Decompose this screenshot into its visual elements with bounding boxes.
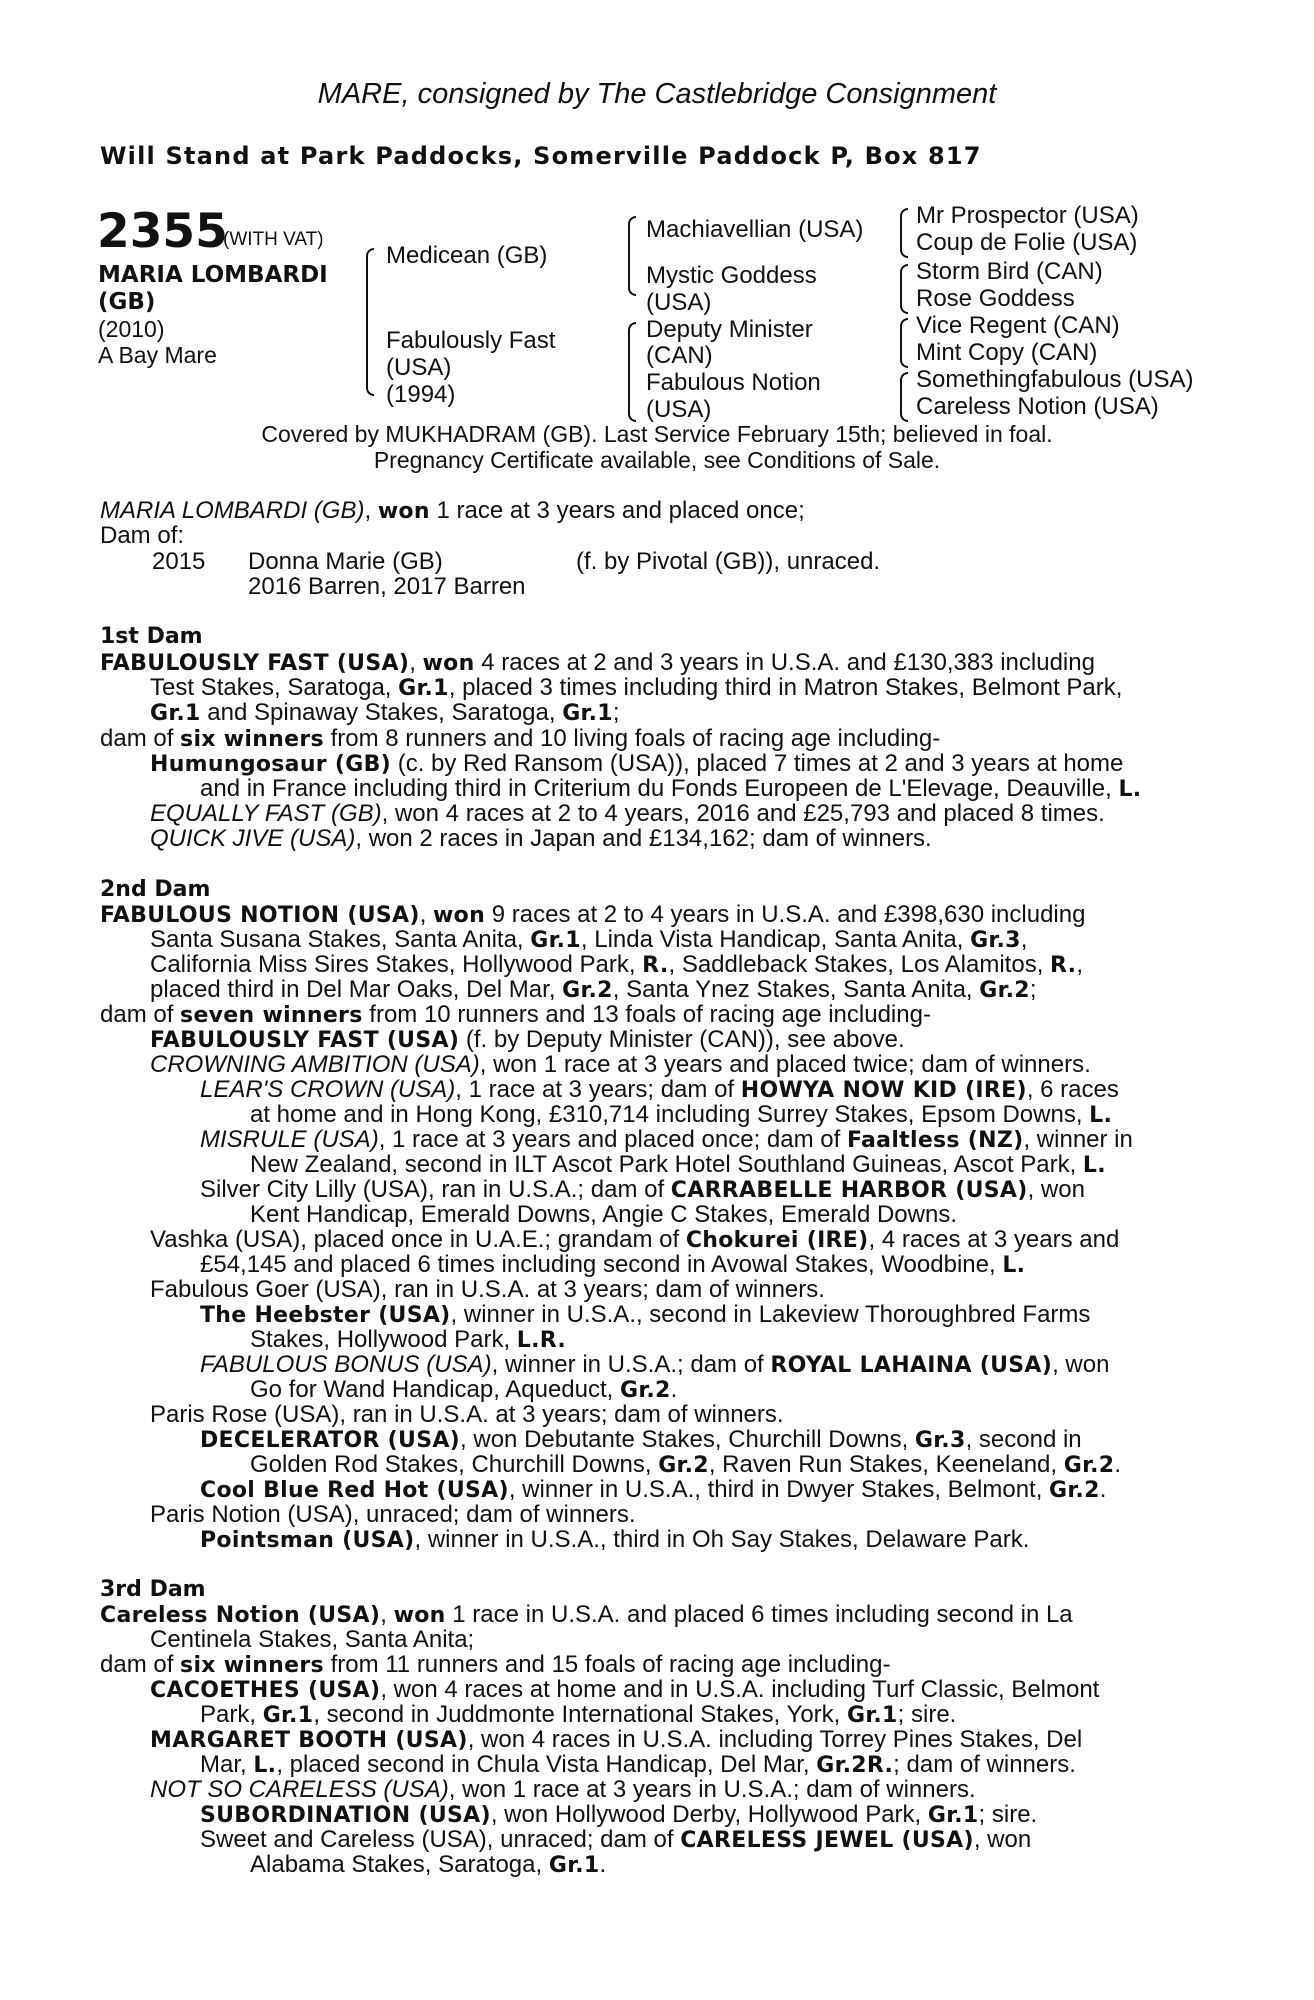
third-dam-line8: NOT SO CARELESS (USA), won 1 race at 3 years in U.S.A.; dam of winners. [150,1776,976,1803]
progeny-humungosaur-l2: and in France including third in Criterium du Fonds Europeen de L'Elevage, Deauville, L. [200,775,1142,802]
second-dam-line24: Cool Blue Red Hot (USA), winner in U.S.A., third in Dwyer Stakes, Belmont, Gr.2. [200,1476,1107,1503]
brace-sd [900,264,908,314]
third-dam-heading: 3rd Dam [100,1577,206,1602]
first-dam-line2: Test Stakes, Saratoga, Gr.1, placed 3 times including third in Matron Stakes, Belmont Park, [150,674,1123,701]
stand-location: Will Stand at Park Paddocks, Somerville Paddock P, Box 817 [100,142,982,170]
second-dam-line7: CROWNING AMBITION (USA), won 1 race at 3 years and placed twice; dam of winners. [150,1051,1091,1078]
second-dam-line23: Golden Rod Stakes, Churchill Downs, Gr.2, Raven Run Stakes, Keeneland, Gr.2. [250,1451,1122,1478]
brace-dam [628,322,636,422]
second-dam-line3: California Miss Sires Stakes, Hollywood Park, R., Saddleback Stakes, Los Alamitos, R., [150,951,1084,978]
progeny-equally-fast: EQUALLY FAST (GB), won 4 races at 2 to 4 years, 2016 and £25,793 and placed 8 times. [150,800,1105,827]
third-dam-line11: Alabama Stakes, Saratoga, Gr.1. [250,1851,607,1878]
ped-sd-l2: (USA) [646,289,712,316]
second-dam-line19: FABULOUS BONUS (USA), winner in U.S.A.; dam of ROYAL LAHAINA (USA), won [200,1351,1110,1378]
progeny-year: 2015 [152,548,206,575]
mare-record: MARIA LOMBARDI (GB), won 1 race at 3 years and placed once; [100,497,805,524]
ped-ddd: Careless Notion (USA) [916,393,1159,420]
ped-sss: Mr Prospector (USA) [916,202,1139,229]
second-dam-line18: Stakes, Hollywood Park, L.R. [250,1326,567,1353]
second-dam-line2: Santa Susana Stakes, Santa Anita, Gr.1, Linda Vista Handicap, Santa Anita, Gr.3, [150,926,1028,953]
third-dam-line1: Careless Notion (USA), won 1 race in U.S.A. and placed 6 times including second in La [100,1601,1073,1628]
third-dam-line9: SUBORDINATION (USA), won Hollywood Derby, Hollywood Park, Gr.1; sire. [200,1801,1038,1828]
brace-sire [628,216,636,296]
ped-dsd: Mint Copy (CAN) [916,339,1098,366]
second-dam-line22: DECELERATOR (USA), won Debutante Stakes, Churchill Downs, Gr.3, second in [200,1426,1082,1453]
progeny-detail: (f. by Pivotal (GB)), unraced. [576,548,881,575]
first-dam-line1: FABULOUSLY FAST (USA), won 4 races at 2 and 3 years in U.S.A. and £130,383 including [100,649,1095,676]
third-dam-line7: Mar, L., placed second in Chula Vista Handicap, Del Mar, Gr.2R.; dam of winners. [200,1751,1076,1778]
ped-dds: Somethingfabulous (USA) [916,366,1194,393]
barren-years: 2016 Barren, 2017 Barren [248,573,526,600]
second-dam-line21: Paris Rose (USA), ran in U.S.A. at 3 years; dam of winners. [150,1401,784,1428]
ped-ds-l2: (CAN) [646,342,713,369]
second-dam-line25: Paris Notion (USA), unraced; dam of winners. [150,1501,636,1528]
ped-dam-l1: Fabulously Fast [386,327,556,354]
ped-dam-l3: (1994) [386,381,456,408]
vat-note: (WITH VAT) [223,229,324,250]
second-dam-line5: dam of seven winners from 10 runners and 13 foals of racing age including- [100,1001,931,1028]
third-dam-line4: CACOETHES (USA), won 4 races at home and in U.S.A. including Turf Classic, Belmont [150,1676,1100,1703]
first-dam-line4: dam of six winners from 8 runners and 10 living foals of racing age including- [100,725,941,752]
second-dam-line14: Vashka (USA), placed once in U.A.E.; grandam of Chokurei (IRE), 4 races at 3 years and [150,1226,1120,1253]
second-dam-line11: New Zealand, second in ILT Ascot Park Hotel Southland Guineas, Ascot Park, L. [250,1151,1106,1178]
second-dam-line10: MISRULE (USA), 1 race at 3 years and placed once; dam of Faaltless (NZ), winner in [200,1126,1133,1153]
page-title: MARE, consigned by The Castlebridge Consignment [317,78,997,110]
lot-name-line1: MARIA LOMBARDI [98,262,328,288]
ped-dd-l2: (USA) [646,396,712,423]
second-dam-heading: 2nd Dam [100,877,211,902]
pregnancy-note: Pregnancy Certificate available, see Conditions of Sale. [373,447,941,473]
second-dam-line13: Kent Handicap, Emerald Downs, Angie C Stakes, Emerald Downs. [250,1201,958,1228]
third-dam-line6: MARGARET BOOTH (USA), won 4 races in U.S.A. including Torrey Pines Stakes, Del [150,1726,1083,1753]
brace-ds [900,318,908,368]
third-dam-line2: Centinela Stakes, Santa Anita; [150,1626,475,1653]
third-dam-line10: Sweet and Careless (USA), unraced; dam of CARELESS JEWEL (USA), won [200,1826,1032,1853]
second-dam-line8: LEAR'S CROWN (USA), 1 race at 3 years; dam of HOWYA NOW KID (IRE), 6 races [200,1076,1119,1103]
second-dam-line12: Silver City Lilly (USA), ran in U.S.A.; dam of CARRABELLE HARBOR (USA), won [200,1176,1085,1203]
lot-info [98,316,217,368]
lot-name-line2: (GB) [98,289,156,315]
second-dam-line16: Fabulous Goer (USA), ran in U.S.A. at 3 years; dam of winners. [150,1276,825,1303]
second-dam-line17: The Heebster (USA), winner in U.S.A., second in Lakeview Thoroughbred Farms [200,1301,1091,1328]
ped-dss: Vice Regent (CAN) [916,312,1120,339]
lot-number: 2355 [97,204,228,259]
ped-sire: Medicean (GB) [386,242,548,269]
brace-ss [900,208,908,258]
second-dam-line1: FABULOUS NOTION (USA), won 9 races at 2 to 4 years in U.S.A. and £398,630 including [100,901,1086,928]
ped-sds: Storm Bird (CAN) [916,258,1103,285]
ped-sdd: Rose Goddess [916,285,1075,312]
lot-description: A Bay Mare [98,342,217,368]
progeny-name: Donna Marie (GB) [248,548,443,575]
brace-dd [900,372,908,422]
first-dam-heading: 1st Dam [100,624,203,649]
covered-note: Covered by MUKHADRAM (GB). Last Service February 15th; believed in foal. [261,421,1053,447]
progeny-quick-jive: QUICK JIVE (USA), won 2 races in Japan and £134,162; dam of winners. [150,825,932,852]
third-dam-line5: Park, Gr.1, second in Juddmonte International Stakes, York, Gr.1; sire. [200,1701,957,1728]
dam-of-label: Dam of: [100,522,185,549]
first-dam-line3: Gr.1 and Spinaway Stakes, Saratoga, Gr.1; [150,699,620,726]
lot-year: (2010) [98,316,165,342]
ped-sd-l1: Mystic Goddess [646,262,817,289]
brace-gen1 [366,248,374,396]
second-dam-line6: FABULOUSLY FAST (USA) (f. by Deputy Minister (CAN)), see above. [150,1026,905,1053]
ped-ds-l1: Deputy Minister [646,316,813,343]
second-dam-line20: Go for Wand Handicap, Aqueduct, Gr.2. [250,1376,678,1403]
second-dam-line9: at home and in Hong Kong, £310,714 including Surrey Stakes, Epsom Downs, L. [250,1101,1113,1128]
ped-dd-l1: Fabulous Notion [646,369,821,396]
ped-dam-l2: (USA) [386,354,452,381]
second-dam-line15: £54,145 and placed 6 times including second in Avowal Stakes, Woodbine, L. [200,1251,1026,1278]
ped-ssd: Coup de Folie (USA) [916,229,1138,256]
lot-name [98,262,328,316]
second-dam-line26: Pointsman (USA), winner in U.S.A., third in Oh Say Stakes, Delaware Park. [200,1526,1030,1553]
progeny-humungosaur: Humungosaur (GB) (c. by Red Ransom (USA)), placed 7 times at 2 and 3 years at home [150,750,1124,777]
ped-ss: Machiavellian (USA) [646,216,864,243]
second-dam-line4: placed third in Del Mar Oaks, Del Mar, Gr.2, Santa Ynez Stakes, Santa Anita, Gr.2; [150,976,1037,1003]
third-dam-line3: dam of six winners from 11 runners and 15 foals of racing age including- [100,1651,891,1678]
